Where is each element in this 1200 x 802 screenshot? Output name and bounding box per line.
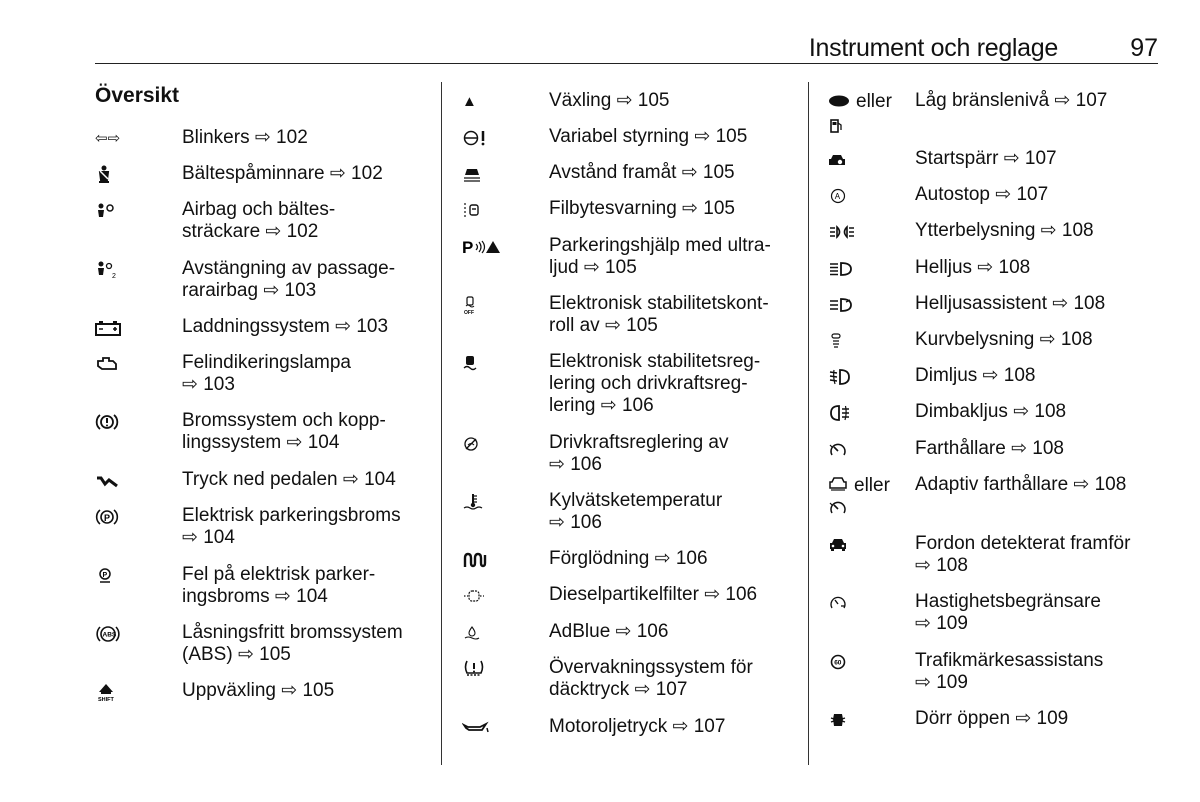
item-text: Parkeringshjälp med ultra- ljud ⇨ 105 — [549, 235, 771, 278]
airbag-icon — [95, 201, 155, 223]
parking-assist-icon — [462, 237, 522, 259]
svg-text:OFF: OFF — [464, 310, 474, 316]
gearshift-icon: ▲ — [462, 93, 477, 110]
cruise-control-icon — [828, 498, 888, 520]
item-text: Låsningsfritt bromssystem (ABS) ⇨ 105 — [182, 622, 403, 665]
brake-system-icon — [95, 412, 155, 434]
turn-signal-icon: ⇦⇨ — [95, 130, 121, 147]
fog-light-icon — [828, 367, 888, 389]
abs-icon — [95, 624, 155, 646]
high-beam-assist-icon — [828, 295, 888, 317]
column-2 — [462, 0, 797, 802]
coolant-temperature-icon — [462, 492, 522, 514]
cruise-control-icon — [828, 440, 888, 462]
adblue-icon — [462, 623, 522, 645]
item-text: Laddningssystem ⇨ 103 — [182, 316, 389, 337]
column-1 — [95, 0, 425, 802]
or-label: eller — [854, 475, 890, 496]
header-title: Instrument och reglage — [808, 34, 1058, 62]
low-fuel-icon — [828, 92, 908, 114]
tire-pressure-icon — [462, 659, 522, 681]
fuel-pump-icon — [828, 116, 888, 138]
item-text: Förglödning ⇨ 106 — [549, 548, 708, 569]
high-beam-icon — [828, 259, 888, 281]
item-text: Airbag och bältes- sträckare ⇨ 102 — [182, 199, 336, 242]
item-text: Elektrisk parkeringsbroms ⇨ 104 — [182, 505, 401, 548]
parking-brake-icon — [95, 507, 155, 529]
item-text: Övervakningssystem för däcktryck ⇨ 107 — [549, 657, 753, 700]
item-text: Autostop ⇨ 107 — [915, 184, 1049, 205]
item-text: Avstånd framåt ⇨ 105 — [549, 162, 735, 183]
item-text: Variabel styrning ⇨ 105 — [549, 126, 748, 147]
item-text: Helljusassistent ⇨ 108 — [915, 293, 1106, 314]
lane-change-warning-icon — [462, 200, 522, 222]
item-text: Dieselpartikelfilter ⇨ 106 — [549, 584, 758, 605]
item-text: Bromssystem och kopp- lingssystem ⇨ 104 — [182, 410, 386, 453]
item-text: Uppväxling ⇨ 105 — [182, 680, 335, 701]
seat-belt-icon — [95, 165, 155, 187]
page-number: 97 — [1130, 34, 1158, 62]
item-text: Dimljus ⇨ 108 — [915, 365, 1036, 386]
variable-steering-icon — [462, 128, 522, 150]
adaptive-cruise-icon — [828, 476, 908, 498]
item-text: Felindikeringslampa ⇨ 103 — [182, 352, 351, 395]
svg-text:P: P — [102, 572, 108, 580]
item-text: Drivkraftsreglering av ⇨ 106 — [549, 432, 729, 475]
engine-check-icon — [95, 354, 155, 376]
distance-ahead-icon — [462, 164, 522, 186]
item-text: Kylvätsketemperatur ⇨ 106 — [549, 490, 723, 533]
parking-brake-fault-icon — [95, 566, 155, 588]
column-3 — [828, 0, 1168, 802]
svg-text:P: P — [104, 513, 111, 524]
item-text: Motoroljetryck ⇨ 107 — [549, 716, 726, 737]
item-text: Dimbakljus ⇨ 108 — [915, 401, 1067, 422]
item-text: Adaptiv farthållare ⇨ 108 — [915, 474, 1127, 495]
item-text: Bältespåminnare ⇨ 102 — [182, 163, 383, 184]
item-text: Dörr öppen ⇨ 109 — [915, 708, 1069, 729]
passenger-airbag-off-icon — [95, 260, 155, 282]
item-text: Startspärr ⇨ 107 — [915, 148, 1057, 169]
traffic-sign-icon — [828, 652, 888, 674]
rear-fog-light-icon — [828, 403, 888, 425]
door-open-icon — [828, 710, 888, 732]
oil-pressure-icon — [462, 718, 522, 740]
traction-control-off-icon — [462, 434, 522, 456]
item-text: Fordon detekterat framför ⇨ 108 — [915, 533, 1131, 576]
svg-text:P: P — [462, 238, 474, 257]
svg-text:SHIFT: SHIFT — [98, 697, 114, 703]
item-text: Elektronisk stabilitetsreg- lering och drivkraftsreg- lering ⇨ 106 — [549, 351, 761, 416]
item-text: Trafikmärkesassistans ⇨ 109 — [915, 650, 1104, 693]
press-pedal-icon — [95, 471, 155, 493]
item-text: Avstängning av passage- rarairbag ⇨ 103 — [182, 258, 396, 301]
item-text: Blinkers ⇨ 102 — [182, 127, 308, 148]
autostop-icon — [828, 186, 888, 208]
item-text: Hastighetsbegränsare ⇨ 109 — [915, 591, 1101, 634]
esc-icon — [462, 353, 522, 375]
section-title: Översikt — [95, 84, 180, 107]
esc-off-icon — [462, 295, 522, 317]
svg-text:2: 2 — [112, 273, 116, 281]
item-text: Fel på elektrisk parker- ingsbroms ⇨ 104 — [182, 564, 376, 607]
column-divider-2 — [808, 82, 809, 765]
item-text: Elektronisk stabilitetskont- roll av ⇨ 105 — [549, 293, 769, 336]
svg-text:A: A — [834, 192, 841, 202]
item-text: Låg bränslenivå ⇨ 107 — [915, 90, 1108, 111]
item-text: Helljus ⇨ 108 — [915, 257, 1031, 278]
exterior-light-icon — [828, 222, 888, 244]
item-text: Filbytesvarning ⇨ 105 — [549, 198, 735, 219]
vehicle-ahead-icon — [828, 535, 888, 557]
item-text: Ytterbelysning ⇨ 108 — [915, 220, 1094, 241]
speed-limiter-icon — [828, 593, 888, 615]
cornering-light-icon — [828, 331, 888, 353]
shift-up-icon — [95, 682, 155, 704]
item-text: AdBlue ⇨ 106 — [549, 621, 669, 642]
item-text: Farthållare ⇨ 108 — [915, 438, 1064, 459]
glow-plug-icon — [462, 550, 522, 572]
battery-icon — [95, 318, 155, 340]
item-text: Växling ⇨ 105 — [549, 90, 670, 111]
column-divider-1 — [441, 82, 442, 765]
item-text: Tryck ned pedalen ⇨ 104 — [182, 469, 396, 490]
svg-text:60: 60 — [834, 659, 842, 667]
item-text: Kurvbelysning ⇨ 108 — [915, 329, 1093, 350]
or-label: eller — [856, 91, 892, 112]
svg-text:ABS: ABS — [102, 631, 117, 639]
immobilizer-icon — [828, 150, 888, 172]
diesel-particle-filter-icon — [462, 586, 522, 608]
